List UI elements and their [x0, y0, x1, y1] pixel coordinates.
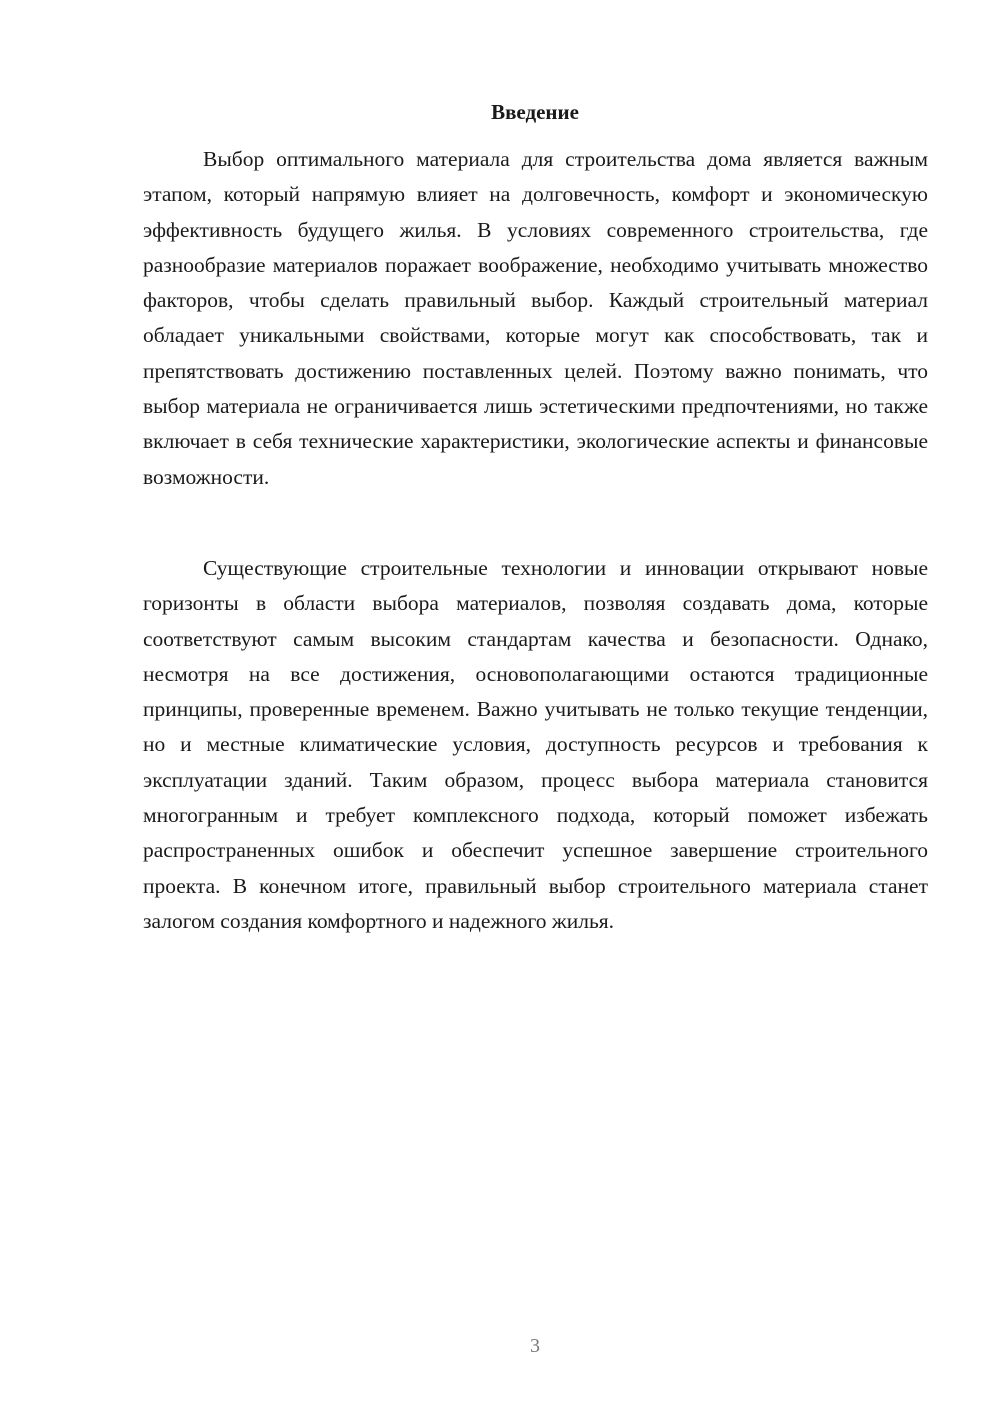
page-number: 3: [530, 1335, 540, 1357]
section-heading: Введение: [491, 100, 579, 124]
paragraph-2: Существующие строительные технологии и инновации открывают новые горизонты в области выбора материалов, позволяя создавать дома, которые соответствуют самым высоким стандартам качества и безопасности. Однако, несмотря на все достижения, основополагающими остаются традиционные принципы, проверенные временем. Важно учитывать не только текущие тенденции, но и местные климатические условия, доступность ресурсов и требования к эксплуатации зданий. Таким образом, процесс выбора материала становится многогранным и требует комплексного подхода, который поможет избежать распространенных ошибок и обеспечит успешное завершение строительного проекта. В конечном итоге, правильный выбор строительного материала станет залогом создания комфортного и надежного жилья.: [143, 556, 928, 933]
paragraph-1: Выбор оптимального материала для строительства дома является важным этапом, который напрямую влияет на долговечность, комфорт и экономическую эффективность будущего жилья. В условиях современного строительства, где разнообразие материалов поражает воображение, необходимо учитывать множество факторов, чтобы сделать правильный выбор. Каждый строительный материал обладает уникальными свойствами, которые могут как способствовать, так и препятствовать достижению поставленных целей. Поэтому важно понимать, что выбор материала не ограничивается лишь эстетическими предпочтениями, но также включает в себя технические характеристики, экологические аспекты и финансовые возможности.: [143, 147, 928, 489]
